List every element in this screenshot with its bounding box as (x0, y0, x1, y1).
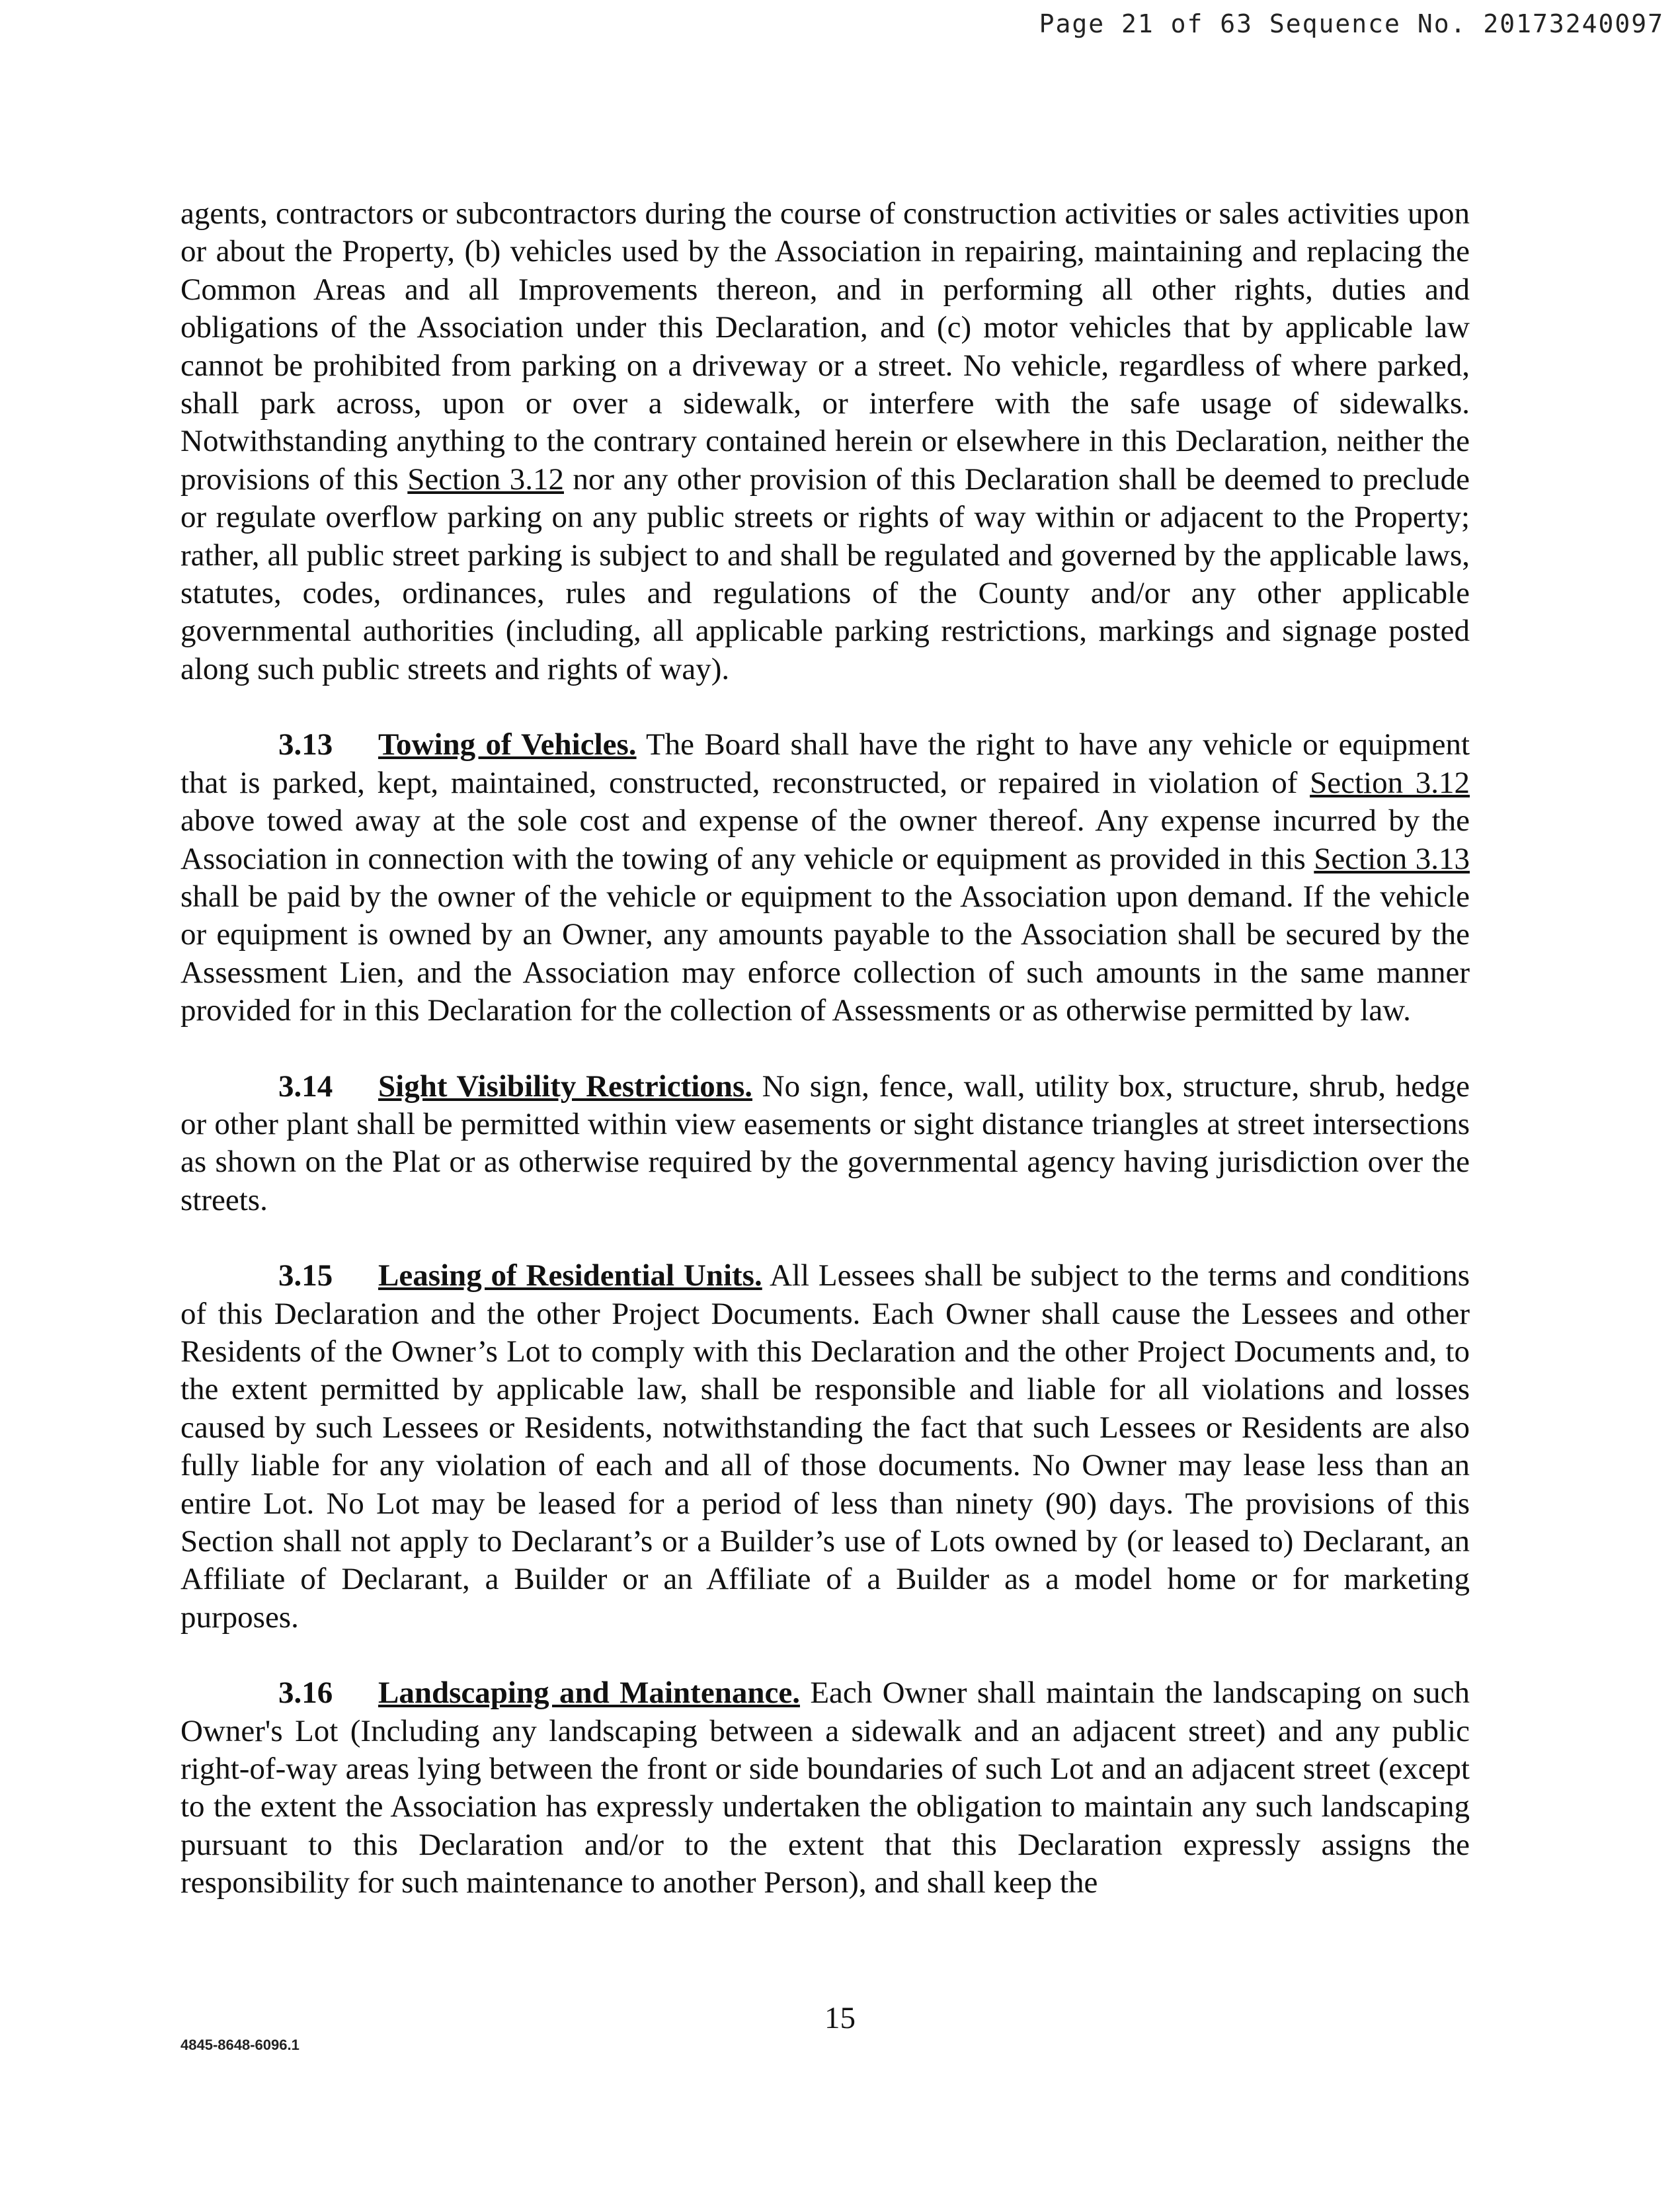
page-number: 15 (824, 2001, 856, 2035)
paragraph-text: above towed away at the sole cost and expense of the owner thereof. Any expense incurred by the Association in connection with the towing of any vehicle or equipment as provided in this (180, 803, 1470, 876)
document-id: 4845-8648-6096.1 (180, 2037, 300, 2053)
paragraph-text: nor any other provision of this Declaration shall be deemed to preclude or regulate overflow parking on any public streets or rights of way within or adjacent to the Property; rather, all public street parking is subject to and shall be regulated and governed by the applicable laws, statutes, codes, ordinances, rules and regulations of the County and/or any other applicable governmental authorities (including, all applicable parking restrictions, markings and signage posted along such public streets and rights of way). (180, 462, 1470, 686)
section-3-14 (180, 1068, 1470, 1220)
section-number: 3.15 (278, 1258, 333, 1293)
paragraph-text: The Board shall have the right to have any vehicle or equipment that is parked, kept, maintained, constructed, reconstructed, or repaired in violation of (180, 727, 1470, 800)
section-3-16 (180, 1674, 1470, 1902)
page-sequence-stamp: Page 21 of 63 Sequence No. 20173240097 (1039, 9, 1664, 38)
paragraph-text: agents, contractors or subcontractors during the course of construction activities or sales activities upon or about the Property, (b) vehicles used by the Association in repairing, maintaining and replacing the Common Areas and all Improvements thereon, and in performing all other rights, duties and obligations of the Association under this Declaration, and (c) motor vehicles that by applicable law cannot be prohibited from parking on a driveway or a street. No vehicle, regardless of where parked, shall park across, upon or over a sidewalk, or interfere with the safe usage of sidewalks. Notwithstanding anything to the contrary contained herein or elsewhere in this Declaration, neither the provisions of this (180, 196, 1470, 497)
section-number: 3.13 (278, 727, 333, 762)
section-reference: Section 3.13 (1314, 841, 1470, 876)
section-title: Sight Visibility Restrictions. (378, 1069, 752, 1104)
section-title: Leasing of Residential Units. (378, 1258, 762, 1293)
paragraph-text: No sign, fence, wall, utility box, structure, shrub, hedge or other plant shall be permitted within view easements or sight distance triangles at street intersections as shown on the Plat or as otherwise required by the governmental agency having jurisdiction over the streets. (180, 1069, 1470, 1217)
paragraph-text: shall be paid by the owner of the vehicle or equipment to the Association upon demand. If the vehicle or equipment is owned by an Owner, any amounts payable to the Association shall be secured by the Assessment Lien, and the Association may enforce collection of such amounts in the same manner provided for in this Declaration for the collection of Assessments or as otherwise permitted by law. (180, 879, 1470, 1028)
paragraph-continuation (180, 195, 1470, 688)
document-body (180, 195, 1470, 1940)
paragraph-text: All Lessees shall be subject to the terms and conditions of this Declaration and the other Project Documents. Each Owner shall cause the Lessees and other Residents of the Owner’s Lot to comply with this Declaration and the other Project Documents and, to the extent permitted by applicable law, shall be responsible and liable for all violations and losses caused by such Lessees or Residents, notwithstanding the fact that such Lessees or Residents are also fully liable for any violation of each and all of those documents. No Owner may lease less than an entire Lot. No Lot may be leased for a period of less than ninety (90) days. The provisions of this Section shall not apply to Declarant’s or a Builder’s use of Lots owned by (or leased to) Declarant, an Affiliate of Declarant, a Builder or an Affiliate of a Builder as a model home or for marketing purposes. (180, 1258, 1470, 1635)
section-3-15 (180, 1257, 1470, 1637)
section-number: 3.16 (278, 1676, 333, 1711)
section-title: Landscaping and Maintenance. (378, 1676, 800, 1711)
section-title: Towing of Vehicles. (378, 727, 637, 762)
paragraph-text: Each Owner shall maintain the landscaping on such Owner's Lot (Including any landscaping between a sidewalk and an adjacent street) and any public right-of-way areas lying between the front or side boundaries of such Lot and an adjacent street (except to the extent the Association has expressly undertaken the obligation to maintain any such landscaping pursuant to this Declaration and/or to the extent that this Declaration expressly assigns the responsibility for such maintenance to another Person), and shall keep the (180, 1676, 1470, 1900)
section-number: 3.14 (278, 1069, 333, 1104)
section-reference: Section 3.12 (407, 462, 564, 497)
section-reference: Section 3.12 (1310, 765, 1470, 800)
section-3-13 (180, 726, 1470, 1030)
